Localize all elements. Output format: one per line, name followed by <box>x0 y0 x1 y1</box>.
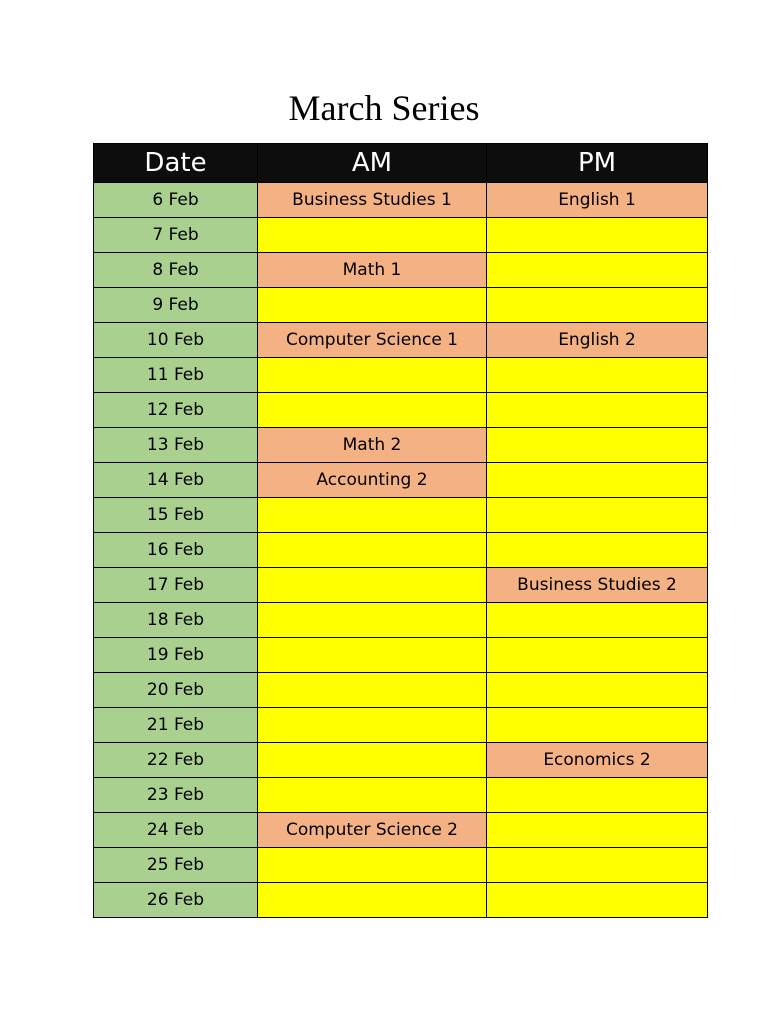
am-exam-cell <box>258 393 487 428</box>
header-row <box>94 144 708 183</box>
date-cell: 11 Feb <box>94 358 258 393</box>
timetable-body <box>94 183 708 918</box>
table-row <box>94 218 708 253</box>
pm-exam-cell <box>487 498 708 533</box>
am-exam-cell <box>258 498 487 533</box>
am-exam-cell <box>258 708 487 743</box>
pm-exam-cell <box>487 673 708 708</box>
am-exam-cell <box>258 288 487 323</box>
date-cell: 19 Feb <box>94 638 258 673</box>
am-exam-cell: Accounting 2 <box>258 463 487 498</box>
pm-exam-cell <box>487 638 708 673</box>
pm-exam-cell <box>487 603 708 638</box>
date-cell: 25 Feb <box>94 848 258 883</box>
table-row <box>94 288 708 323</box>
table-row <box>94 498 708 533</box>
pm-exam-cell: Economics 2 <box>487 743 708 778</box>
table-row <box>94 358 708 393</box>
am-column-header: AM <box>258 144 487 183</box>
date-cell: 13 Feb <box>94 428 258 463</box>
pm-exam-cell: English 2 <box>487 323 708 358</box>
table-row <box>94 813 708 848</box>
pm-exam-cell <box>487 848 708 883</box>
am-exam-cell <box>258 673 487 708</box>
pm-exam-cell <box>487 253 708 288</box>
date-column-header: Date <box>94 144 258 183</box>
am-exam-cell <box>258 743 487 778</box>
table-row <box>94 673 708 708</box>
table-row <box>94 463 708 498</box>
am-exam-cell <box>258 568 487 603</box>
table-row <box>94 533 708 568</box>
pm-exam-cell <box>487 428 708 463</box>
pm-exam-cell <box>487 288 708 323</box>
pm-exam-cell <box>487 393 708 428</box>
am-exam-cell <box>258 533 487 568</box>
am-exam-cell <box>258 603 487 638</box>
table-row <box>94 708 708 743</box>
date-cell: 15 Feb <box>94 498 258 533</box>
date-cell: 21 Feb <box>94 708 258 743</box>
am-exam-cell: Math 2 <box>258 428 487 463</box>
date-cell: 24 Feb <box>94 813 258 848</box>
table-row <box>94 848 708 883</box>
table-row <box>94 743 708 778</box>
pm-exam-cell <box>487 218 708 253</box>
date-cell: 26 Feb <box>94 883 258 918</box>
pm-column-header: PM <box>487 144 708 183</box>
date-cell: 8 Feb <box>94 253 258 288</box>
date-cell: 6 Feb <box>94 183 258 218</box>
pm-exam-cell <box>487 533 708 568</box>
date-cell: 10 Feb <box>94 323 258 358</box>
am-exam-cell <box>258 218 487 253</box>
table-row <box>94 638 708 673</box>
am-exam-cell <box>258 883 487 918</box>
am-exam-cell: Math 1 <box>258 253 487 288</box>
table-row <box>94 778 708 813</box>
am-exam-cell: Business Studies 1 <box>258 183 487 218</box>
pm-exam-cell <box>487 813 708 848</box>
date-cell: 17 Feb <box>94 568 258 603</box>
table-row <box>94 393 708 428</box>
pm-exam-cell: Business Studies 2 <box>487 568 708 603</box>
table-row <box>94 568 708 603</box>
am-exam-cell <box>258 358 487 393</box>
date-cell: 18 Feb <box>94 603 258 638</box>
date-cell: 22 Feb <box>94 743 258 778</box>
table-row <box>94 183 708 218</box>
pm-exam-cell <box>487 708 708 743</box>
date-cell: 12 Feb <box>94 393 258 428</box>
date-cell: 20 Feb <box>94 673 258 708</box>
date-cell: 23 Feb <box>94 778 258 813</box>
am-exam-cell <box>258 848 487 883</box>
pm-exam-cell: English 1 <box>487 183 708 218</box>
date-cell: 16 Feb <box>94 533 258 568</box>
table-row <box>94 323 708 358</box>
pm-exam-cell <box>487 358 708 393</box>
table-row <box>94 428 708 463</box>
table-row <box>94 253 708 288</box>
table-row <box>94 603 708 638</box>
pm-exam-cell <box>487 778 708 813</box>
date-cell: 14 Feb <box>94 463 258 498</box>
pm-exam-cell <box>487 463 708 498</box>
am-exam-cell <box>258 778 487 813</box>
date-cell: 7 Feb <box>94 218 258 253</box>
pm-exam-cell <box>487 883 708 918</box>
am-exam-cell <box>258 638 487 673</box>
exam-timetable <box>93 143 708 918</box>
am-exam-cell: Computer Science 2 <box>258 813 487 848</box>
table-row <box>94 883 708 918</box>
page-title: March Series <box>288 88 480 128</box>
am-exam-cell: Computer Science 1 <box>258 323 487 358</box>
date-cell: 9 Feb <box>94 288 258 323</box>
